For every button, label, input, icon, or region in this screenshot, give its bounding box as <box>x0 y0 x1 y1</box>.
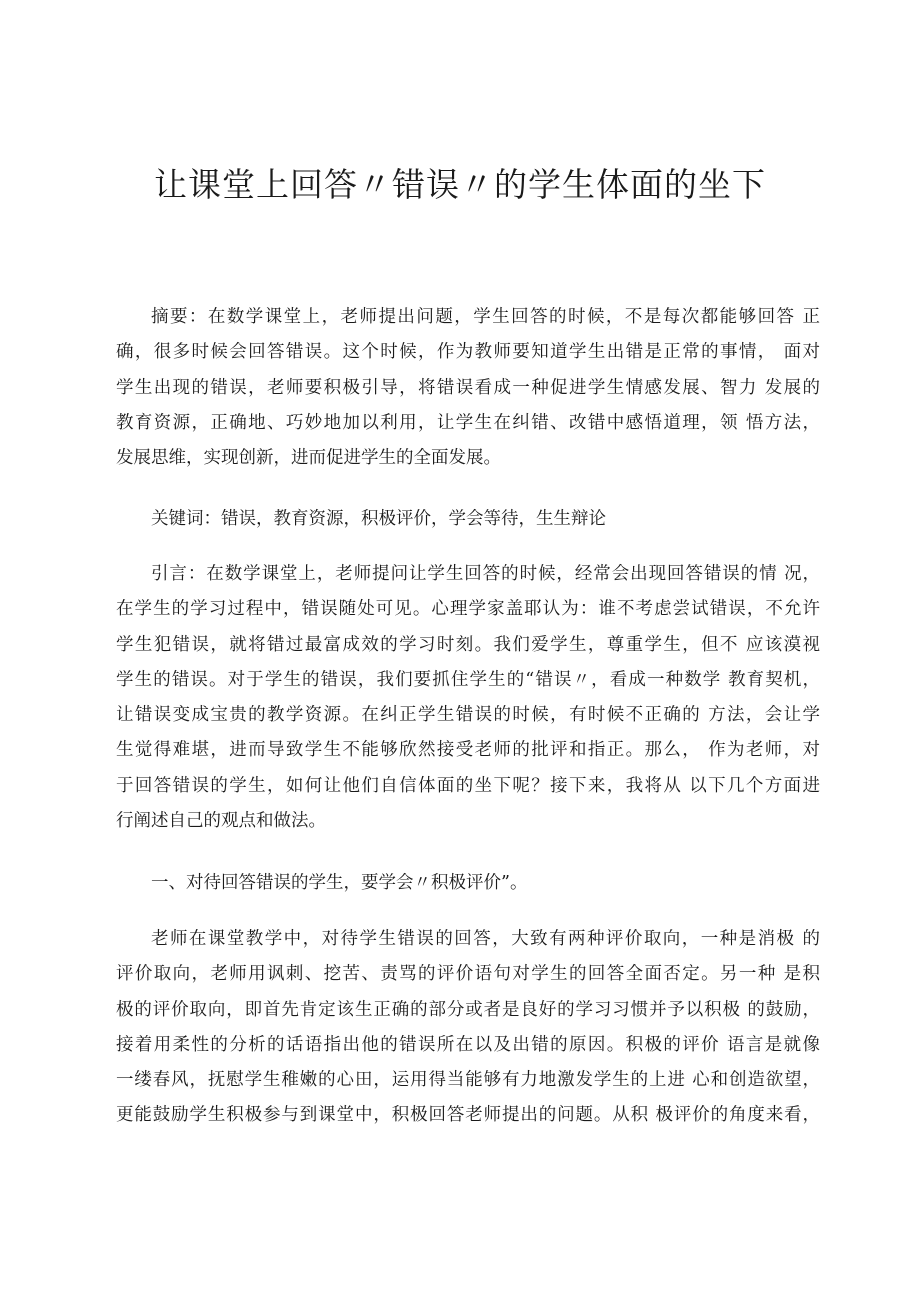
section-1-line: 老师在课堂教学中，对待学生错误的回答，大致有两种评价取向，一种是消极 的 <box>151 929 820 949</box>
intro-line: 生觉得难堪，进而导致学生不能够欣然接受老师的批评和指正。那么， 作为老师，对 <box>116 740 820 761</box>
section-1-heading: 一、对待回答错误的学生，要学会〃积极评价”。 <box>151 873 528 893</box>
intro-line: 让错误变成宝贵的教学资源。在纠正学生错误的时候，有时候不正确的 方法，会让学 <box>116 705 820 726</box>
abstract-paragraph <box>116 300 820 476</box>
intro-line: 于回答错误的学生，如何让他们自信体面的坐下呢？接下来，我将从 以下几个方面进 <box>116 775 820 796</box>
abstract-line: 发展思维，实现创新，进而促进学生的全面发展。 <box>116 448 501 469</box>
intro-line: 行阐述自己的观点和做法。 <box>116 811 326 832</box>
intro-paragraph <box>116 557 820 839</box>
keywords-line: 关键词：错误，教育资源，积极评价，学会等待，生生辩论 <box>151 509 606 529</box>
intro-line: 引言：在数学课堂上，老师提问让学生回答的时候，经常会出现回答错误的情 况， <box>151 564 820 584</box>
keywords-paragraph <box>116 502 820 537</box>
section-1-line: 更能鼓励学生积极参与到课堂中，积极回答老师提出的问题。从积 极评价的角度来看， <box>116 1105 820 1126</box>
abstract-line: 确，很多时候会回答错误。这个时候，作为教师要知道学生出错是正常的事情， 面对 <box>116 342 820 363</box>
section-1-paragraph <box>116 922 820 1134</box>
abstract-line: 教育资源，正确地、巧妙地加以利用，让学生在纠错、改错中感悟道理，领 悟方法， <box>116 412 820 433</box>
abstract-line: 摘要：在数学课堂上，老师提出问题，学生回答的时候，不是每次都能够回答 正 <box>151 307 820 327</box>
section-1-line: 接着用柔性的分析的话语指出他的错误所在以及出错的原因。积极的评价 语言是就像 <box>116 1034 820 1055</box>
intro-line: 在学生的学习过程中，错误随处可见。心理学家盖耶认为：谁不考虑尝试错误，不允许 <box>116 599 820 620</box>
section-1-line: 一缕春风，抚慰学生稚嫩的心田，运用得当能够有力地激发学生的上进 心和创造欲望， <box>116 1070 820 1091</box>
intro-line: 学生的错误。对于学生的错误，我们要抓住学生的“错误〃，看成一种数学 教育契机， <box>116 669 820 690</box>
section-1-line: 评价取向，老师用讽刺、挖苦、责骂的评价语句对学生的回答全面否定。另一种 是积 <box>116 964 820 985</box>
document-title: 让课堂上回答〃错误〃的学生体面的坐下 <box>154 165 766 204</box>
section-1-line: 极的评价取向，即首先肯定该生正确的部分或者是良好的学习习惯并予以积极 的鼓励， <box>116 999 820 1020</box>
section-1-heading-block <box>116 866 820 901</box>
intro-line: 学生犯错误，就将错过最富成效的学习时刻。我们爱学生，尊重学生，但不 应该漠视 <box>116 634 820 655</box>
abstract-line: 学生出现的错误，老师要积极引导，将错误看成一种促进学生情感发展、智力 发展的 <box>116 377 820 398</box>
